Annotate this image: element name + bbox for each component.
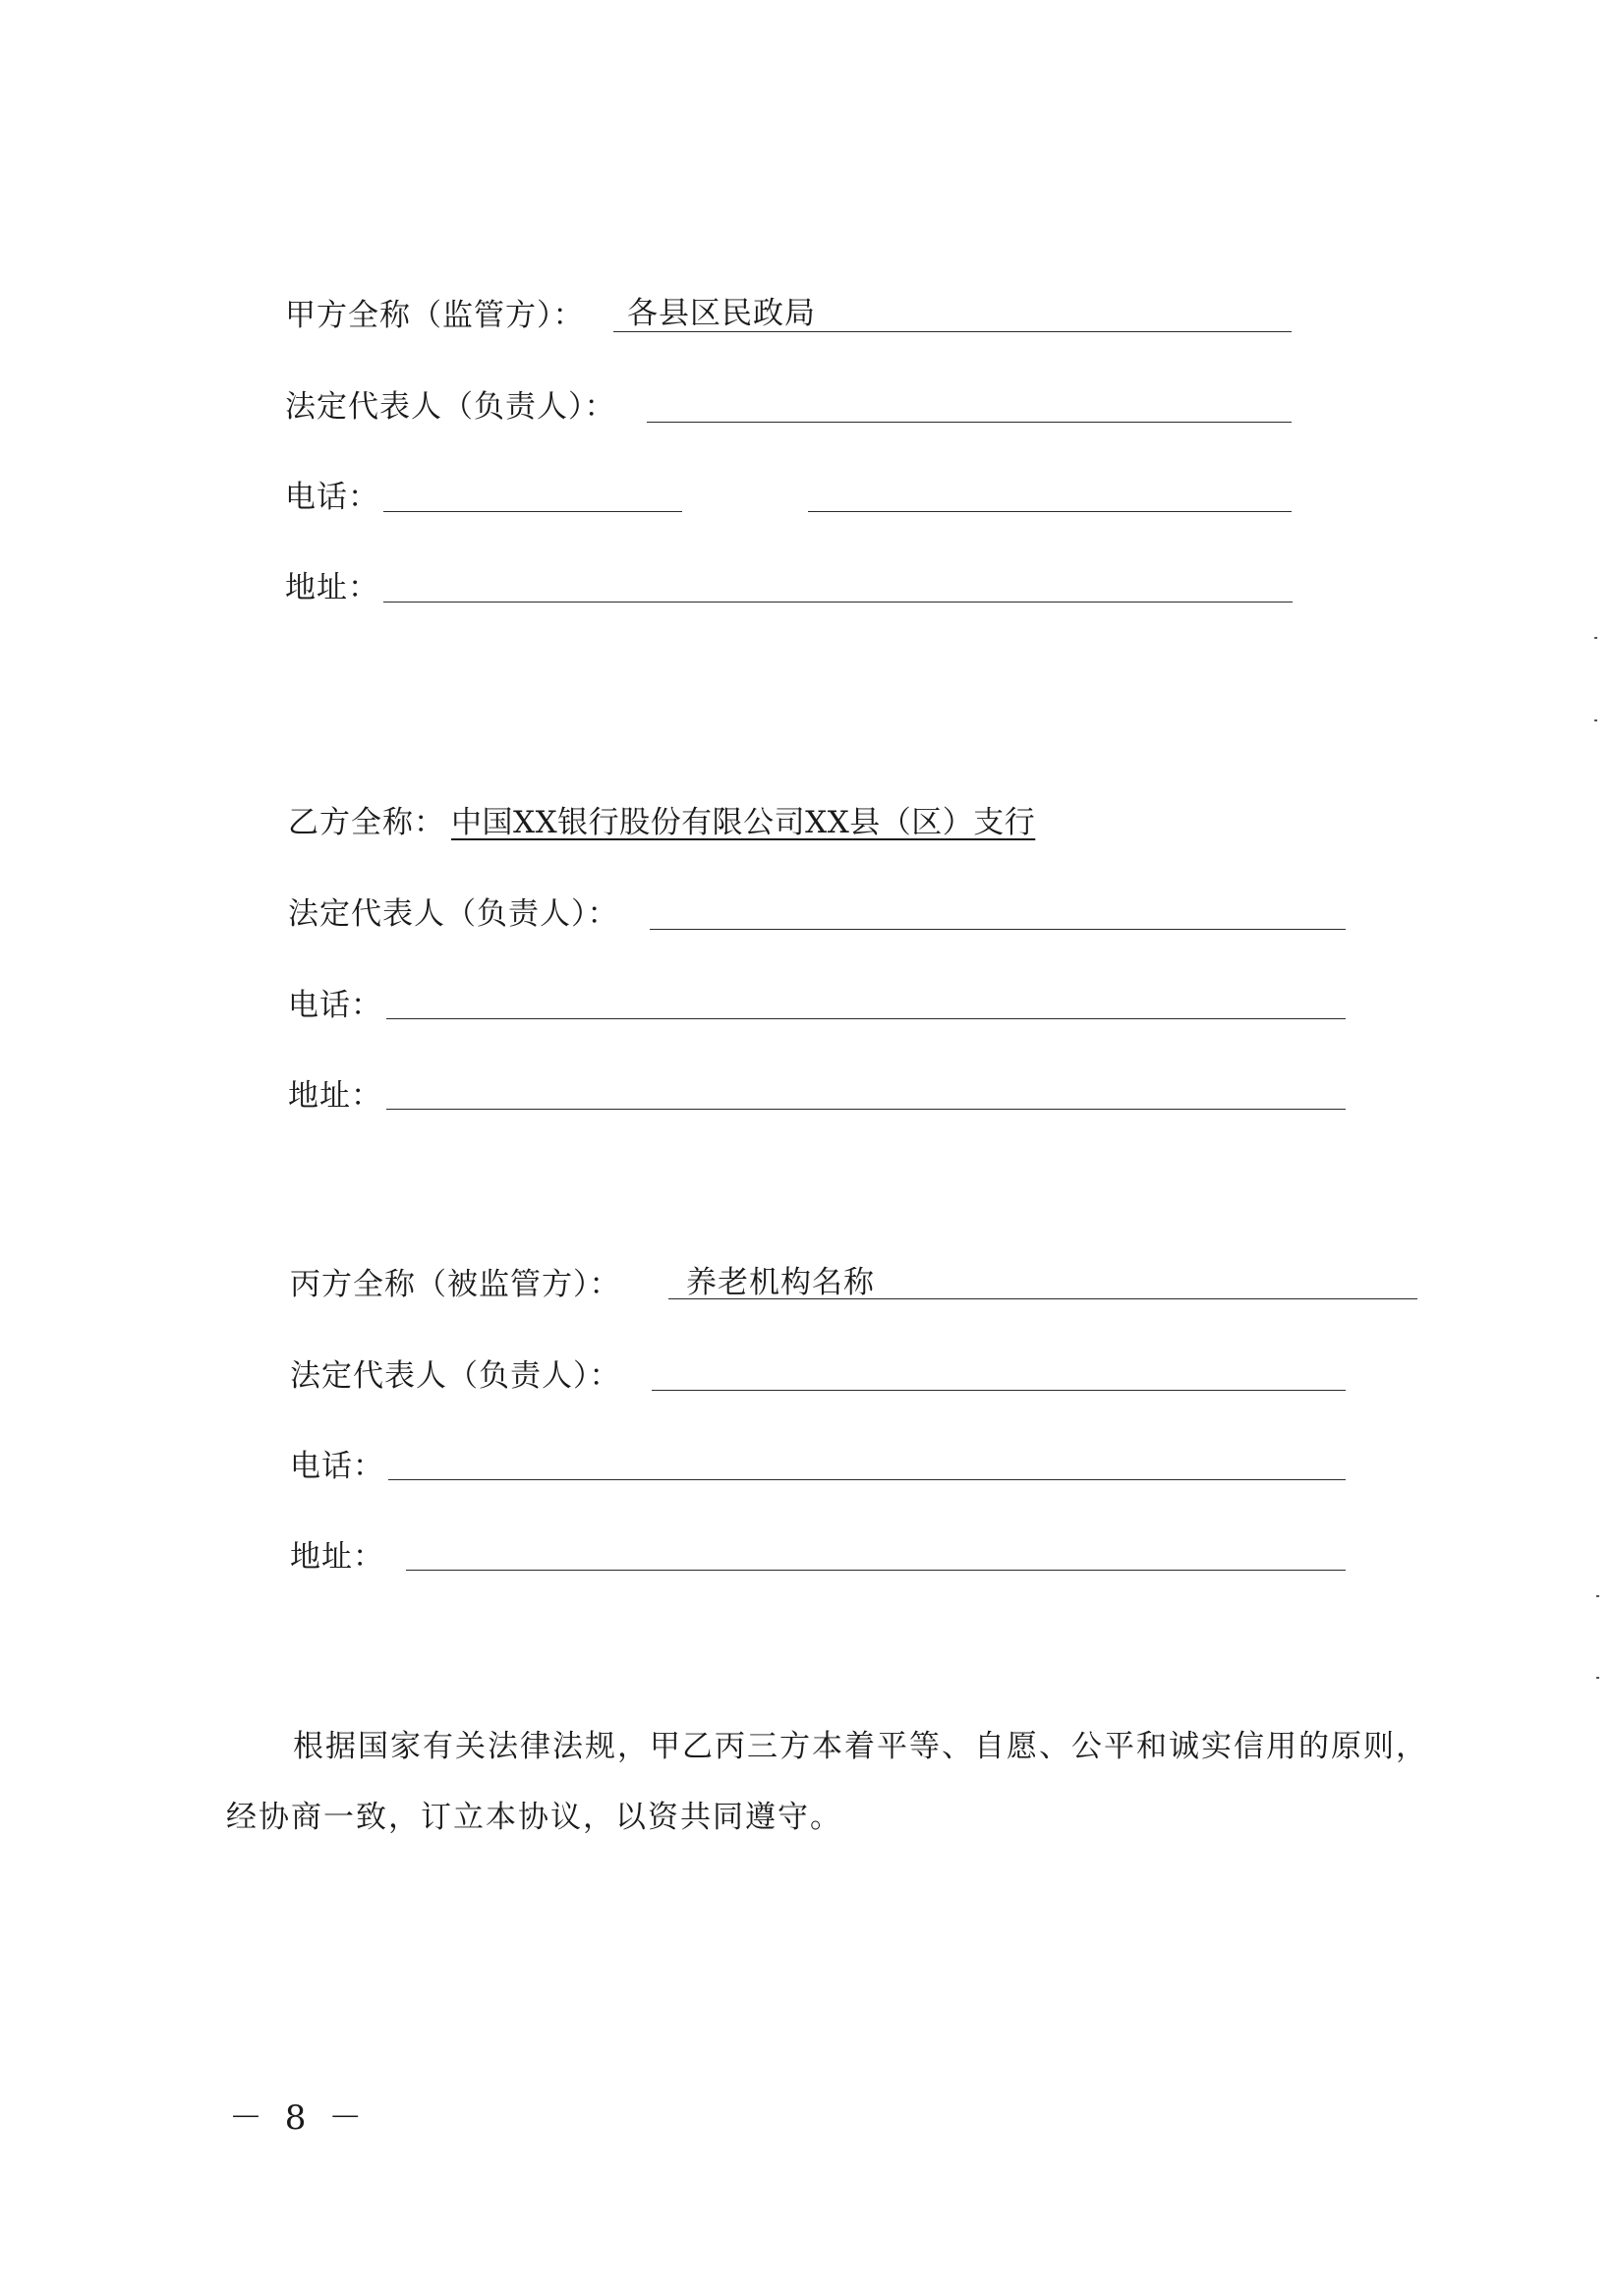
- party-b-address-label: 地址：: [288, 1078, 382, 1114]
- page-number: － 8 －: [229, 2098, 369, 2138]
- party-c-address-field[interactable]: [406, 1570, 1346, 1571]
- party-c-address-label: 地址：: [290, 1539, 384, 1575]
- party-a-name-value: 各县区民政局: [627, 296, 816, 331]
- scan-speck: [1594, 719, 1597, 721]
- party-c-name-value: 养老机构名称: [686, 1265, 875, 1300]
- party-c-phone-label: 电话：: [290, 1449, 384, 1484]
- party-a-rep-field[interactable]: [647, 422, 1292, 423]
- intro-line-1: 根据国家有关法律法规，甲乙丙三方本着平等、自愿、公平和诚实信用的原则，: [293, 1729, 1428, 1764]
- party-a-phone-field-2[interactable]: [808, 511, 1292, 512]
- scan-speck: [1596, 1677, 1599, 1679]
- scan-speck: [1594, 637, 1597, 639]
- party-c-rep-field[interactable]: [652, 1390, 1346, 1391]
- party-c-rep-label: 法定代表人（负责人）：: [290, 1358, 621, 1394]
- party-a-address-label: 地址：: [285, 570, 379, 605]
- party-a-name-underline: [613, 331, 1292, 332]
- party-b-name-value: 中国XX银行股份有限公司XX县（区）支行: [451, 805, 1036, 840]
- party-b-phone-label: 电话：: [288, 988, 382, 1023]
- party-c-phone-field[interactable]: [388, 1479, 1346, 1480]
- scan-speck: [1596, 1595, 1599, 1597]
- party-c-name-label: 丙方全称（被监管方）：: [290, 1267, 621, 1302]
- party-a-address-field[interactable]: [383, 602, 1293, 603]
- party-b-address-field[interactable]: [386, 1109, 1346, 1110]
- party-c-name-underline: [668, 1298, 1417, 1299]
- party-b-rep-field[interactable]: [650, 929, 1346, 930]
- party-a-phone-label: 电话：: [285, 480, 379, 515]
- party-a-name-label: 甲方全称（监管方）：: [285, 298, 585, 333]
- party-a-phone-field[interactable]: [383, 511, 682, 512]
- intro-line-2: 经协商一致，订立本协议，以资共同遵守。: [226, 1800, 842, 1835]
- party-b-rep-label: 法定代表人（负责人）：: [288, 896, 619, 932]
- party-b-name-label: 乙方全称：: [288, 805, 445, 840]
- party-a-rep-label: 法定代表人（负责人）：: [285, 389, 616, 425]
- party-b-phone-field[interactable]: [386, 1018, 1346, 1019]
